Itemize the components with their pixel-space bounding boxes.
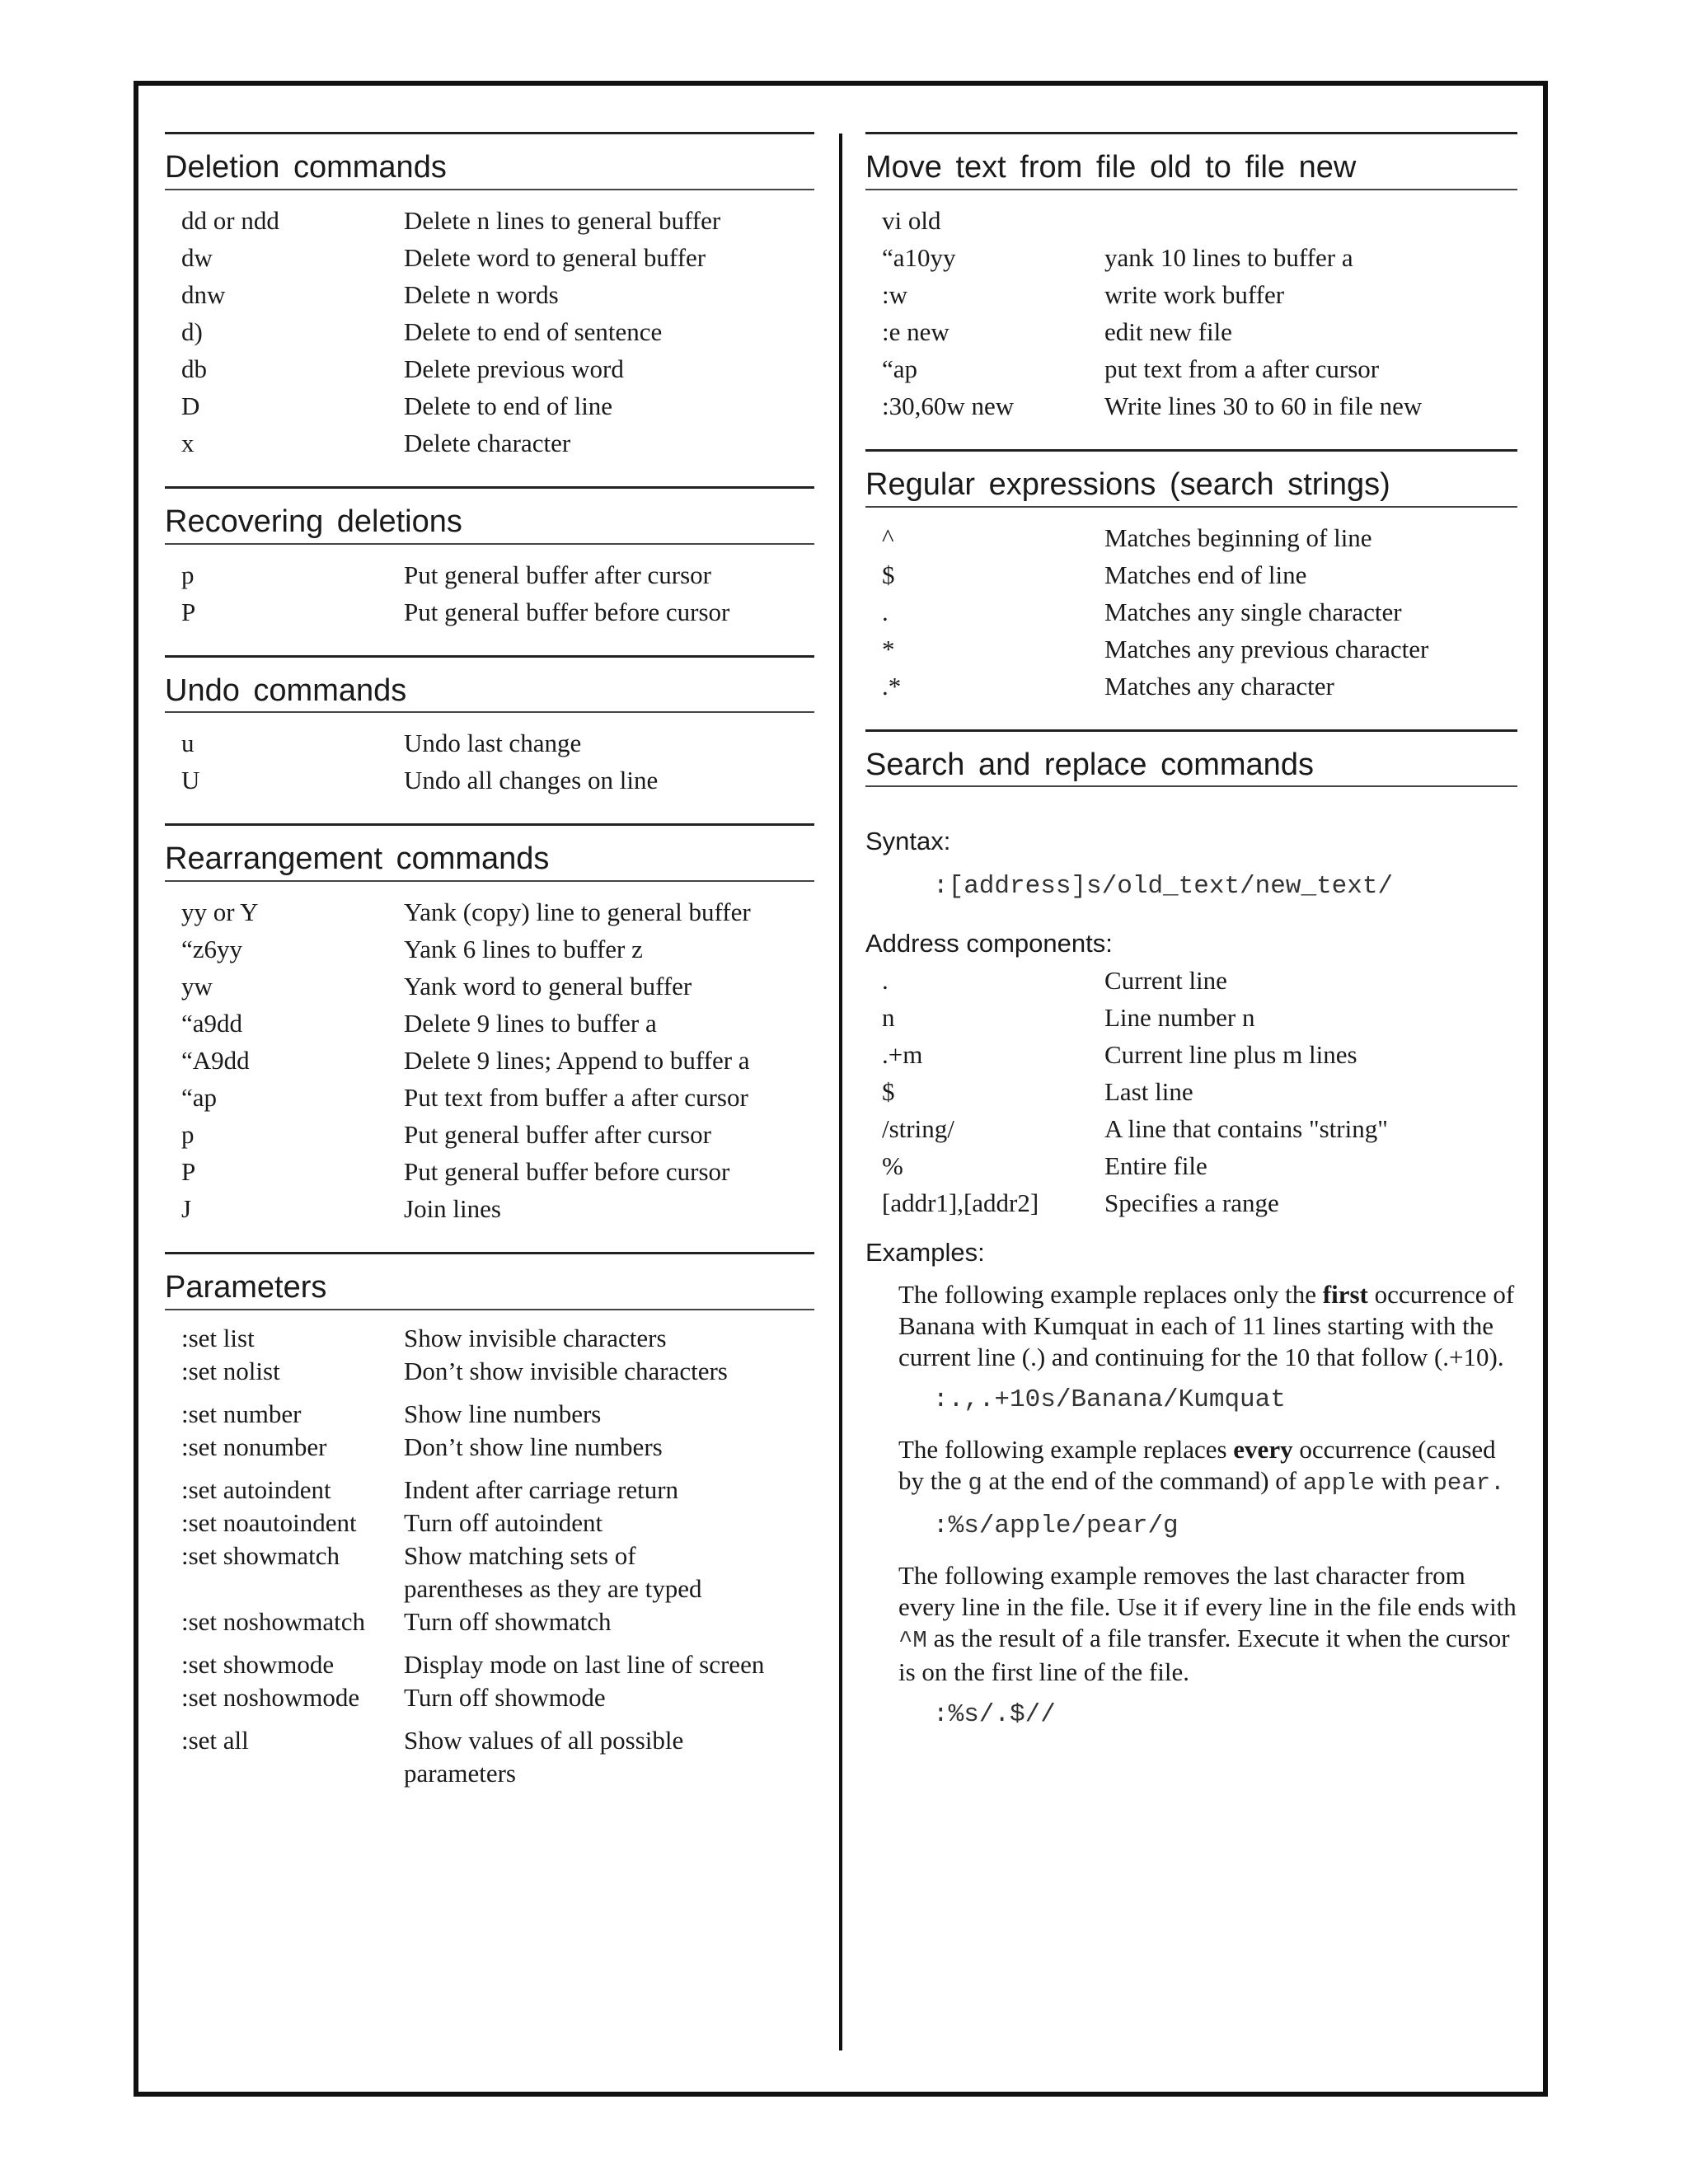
- table-row: [181, 1540, 814, 1572]
- command-key: %: [882, 1151, 903, 1181]
- text-run: at the end of the command) of: [982, 1466, 1303, 1496]
- command-description: edit new file: [1104, 316, 1232, 346]
- command-key: :w: [882, 279, 907, 309]
- command-key: vi old: [882, 205, 941, 235]
- command-description: write work buffer: [1104, 279, 1285, 309]
- command-description: Entire file: [1104, 1151, 1207, 1181]
- bold-word: first: [1322, 1280, 1368, 1310]
- table-row: [882, 202, 1517, 239]
- command-key: /string/: [882, 1114, 954, 1144]
- row-list: [165, 190, 814, 486]
- command-description: Current line: [1104, 966, 1227, 996]
- move-text-section: [865, 132, 1517, 449]
- row-list: [865, 508, 1517, 729]
- command-key: *: [882, 634, 895, 663]
- syntax-code: :[address]s/old_text/new_text/: [933, 872, 1394, 902]
- command-key: J: [181, 1194, 192, 1224]
- command-key: x: [181, 428, 195, 457]
- command-description: Don’t show invisible characters: [404, 1356, 728, 1385]
- command-key: :set all: [181, 1725, 249, 1755]
- mono-run: ^M: [898, 1627, 927, 1655]
- syntax-label: Syntax:: [865, 827, 951, 856]
- text-run: The following example replaces only the: [898, 1280, 1323, 1310]
- table-row: [882, 519, 1517, 556]
- table-row: [181, 893, 814, 930]
- command-description: Delete 9 lines; Append to buffer a: [404, 1046, 750, 1076]
- table-row: [882, 1073, 1517, 1110]
- table-row: [882, 1036, 1517, 1073]
- section-title: Recovering deletions: [165, 489, 814, 545]
- command-description: put text from a after cursor: [1104, 354, 1380, 383]
- command-key: :set list: [181, 1323, 255, 1352]
- command-key: [addr1],[addr2]: [882, 1188, 1039, 1218]
- row-list: [165, 545, 814, 655]
- table-row: [882, 313, 1517, 350]
- command-description: Matches any character: [1104, 671, 1334, 701]
- table-row: [181, 1757, 814, 1790]
- command-key: p: [181, 1120, 195, 1150]
- table-row: [882, 630, 1517, 668]
- text-run: The following example replaces: [898, 1435, 1234, 1465]
- search-replace-section: [865, 729, 1517, 1735]
- mono-run: g: [968, 1469, 982, 1497]
- table-row: [181, 387, 814, 424]
- command-key: ^: [882, 523, 894, 552]
- table-row: [181, 1079, 814, 1116]
- command-key: :set noshowmode: [181, 1682, 360, 1712]
- command-description: Delete previous word: [404, 354, 624, 383]
- command-key: [181, 1757, 404, 1790]
- command-description: Delete word to general buffer: [404, 242, 706, 272]
- command-description: Put general buffer after cursor: [404, 1120, 711, 1150]
- command-description: Put general buffer after cursor: [404, 560, 711, 589]
- command-description: Yank 6 lines to buffer z: [404, 935, 643, 964]
- text-run: with: [1374, 1466, 1433, 1496]
- table-row: [181, 1355, 814, 1388]
- command-key: .*: [882, 671, 902, 701]
- row-list: [865, 190, 1517, 449]
- command-description: Delete to end of line: [404, 391, 613, 420]
- command-key: U: [181, 766, 200, 795]
- command-description: Turn off showmode: [404, 1682, 606, 1712]
- table-row: [181, 1042, 814, 1079]
- command-key: d): [181, 316, 203, 346]
- command-key: u: [181, 729, 195, 758]
- command-key: $: [882, 1077, 895, 1107]
- table-row: [181, 556, 814, 593]
- command-key: :30,60w new: [882, 391, 1015, 420]
- command-key: “ap: [181, 1083, 218, 1113]
- command-description: Turn off autoindent: [404, 1507, 603, 1537]
- command-description: Line number n: [1104, 1003, 1255, 1033]
- command-key: :set nolist: [181, 1356, 280, 1385]
- command-description: [1104, 202, 1517, 239]
- command-description: Matches any previous character: [1104, 634, 1429, 663]
- column-divider: [839, 134, 842, 2050]
- text-run: as the result of a file transfer. Execute it when the cursor is on the first line of the file.: [898, 1624, 1510, 1687]
- table-row: [181, 593, 814, 630]
- command-description: A line that contains "string": [1104, 1114, 1388, 1144]
- table-row: [882, 593, 1517, 630]
- table-row: [181, 1605, 814, 1638]
- table-row: [181, 1724, 814, 1757]
- table-row: [181, 1431, 814, 1464]
- section-title: Regular expressions (search strings): [865, 452, 1517, 508]
- text-run: occurrence of Banana with Kumquat in each of 11 lines starting with the current line (.) and continuing for the 10 that follow (.+10).: [898, 1280, 1515, 1372]
- row-list: [165, 1310, 814, 1815]
- command-description: Put general buffer before cursor: [404, 597, 730, 626]
- command-description: parentheses as they are typed: [404, 1573, 702, 1603]
- command-description: Delete n lines to general buffer: [404, 205, 721, 235]
- section-title: Move text from file old to file new: [865, 134, 1517, 190]
- row-list: [165, 713, 814, 823]
- command-key: dw: [181, 242, 213, 272]
- table-row: [181, 1398, 814, 1431]
- command-description: yank 10 lines to buffer a: [1104, 242, 1353, 272]
- table-row: [882, 239, 1517, 276]
- table-row: [181, 1190, 814, 1227]
- command-key: dnw: [181, 279, 226, 309]
- left-column: [165, 132, 814, 1815]
- command-key: .+m: [882, 1040, 923, 1070]
- command-key: D: [181, 391, 200, 420]
- command-key: p: [181, 560, 195, 589]
- rearrangement-section: [165, 823, 814, 1252]
- table-row: [181, 424, 814, 462]
- command-key: “a9dd: [181, 1009, 243, 1038]
- table-row: [882, 962, 1517, 999]
- address-list: [865, 962, 1517, 1230]
- table-row: [181, 1648, 814, 1681]
- parameters-section: [165, 1252, 814, 1815]
- section-title: Deletion commands: [165, 134, 814, 190]
- command-key: dd or ndd: [181, 205, 279, 235]
- example-3-code: :%s/.$//: [933, 1700, 1056, 1730]
- table-row: [181, 762, 814, 799]
- command-key: :set number: [181, 1399, 302, 1428]
- command-description: Matches any single character: [1104, 597, 1402, 626]
- command-description: Matches beginning of line: [1104, 523, 1372, 552]
- command-key: “A9dd: [181, 1046, 250, 1076]
- table-row: [181, 1005, 814, 1042]
- example-2-text: [865, 1434, 1517, 1499]
- command-description: Write lines 30 to 60 in file new: [1104, 391, 1423, 420]
- command-key: :set showmatch: [181, 1540, 340, 1570]
- command-description: Yank (copy) line to general buffer: [404, 898, 751, 927]
- table-row: [181, 1153, 814, 1190]
- example-1-text: [865, 1279, 1517, 1373]
- command-key: “ap: [882, 354, 918, 383]
- command-description: Delete to end of sentence: [404, 316, 663, 346]
- command-description: Display mode on last line of screen: [404, 1649, 765, 1679]
- command-description: Undo last change: [404, 729, 582, 758]
- row-gap: [181, 1388, 814, 1398]
- command-description: Don’t show line numbers: [404, 1432, 663, 1461]
- command-description: Turn off showmatch: [404, 1606, 612, 1636]
- table-row: [181, 350, 814, 387]
- command-description: Undo all changes on line: [404, 766, 659, 795]
- example-2-code: :%s/apple/pear/g: [933, 1511, 1179, 1541]
- command-key: P: [181, 597, 196, 626]
- command-description: Specifies a range: [1104, 1188, 1279, 1218]
- table-row: [181, 1507, 814, 1540]
- command-description: Indent after carriage return: [404, 1474, 679, 1504]
- row-gap: [181, 1714, 814, 1724]
- table-row: [181, 313, 814, 350]
- command-key: P: [181, 1157, 196, 1187]
- command-description: Put general buffer before cursor: [404, 1157, 730, 1187]
- command-key: :set showmode: [181, 1649, 335, 1679]
- command-description: Show invisible characters: [404, 1323, 667, 1352]
- table-row: [181, 1681, 814, 1714]
- mono-run: pear.: [1432, 1469, 1505, 1497]
- table-row: [882, 387, 1517, 424]
- command-description: Show line numbers: [404, 1399, 602, 1428]
- example-3-text: [865, 1560, 1517, 1688]
- row-gap: [181, 1464, 814, 1474]
- command-key: yy or Y: [181, 898, 259, 927]
- table-row: [882, 668, 1517, 705]
- deletion-section: [165, 132, 814, 486]
- command-description: Join lines: [404, 1194, 501, 1224]
- table-row: [181, 1322, 814, 1355]
- section-title: Rearrangement commands: [165, 826, 814, 882]
- command-description: Show values of all possible: [404, 1725, 684, 1755]
- command-description: Put text from buffer a after cursor: [404, 1083, 748, 1113]
- command-description: Last line: [1104, 1077, 1193, 1107]
- section-title: Search and replace commands: [865, 732, 1517, 788]
- command-key: n: [882, 1003, 895, 1033]
- command-description: parameters: [404, 1758, 516, 1788]
- examples-label: Examples:: [865, 1238, 985, 1268]
- command-description: Current line plus m lines: [1104, 1040, 1357, 1070]
- command-key: :e new: [882, 316, 950, 346]
- command-key: “z6yy: [181, 935, 243, 964]
- row-gap: [181, 1638, 814, 1648]
- command-key: :set noautoindent: [181, 1507, 357, 1537]
- section-title: Parameters: [165, 1254, 814, 1310]
- command-key: .: [882, 966, 889, 996]
- table-row: [882, 1184, 1517, 1221]
- table-row: [181, 202, 814, 239]
- command-description: Matches end of line: [1104, 560, 1307, 589]
- example-1-code: :.,.+10s/Banana/Kumquat: [933, 1385, 1286, 1415]
- table-row: [882, 1110, 1517, 1147]
- table-row: [181, 930, 814, 968]
- table-row: [181, 1116, 814, 1153]
- command-description: Show matching sets of: [404, 1540, 636, 1570]
- table-row: [181, 276, 814, 313]
- table-row: [181, 724, 814, 762]
- command-key: .: [882, 597, 889, 626]
- table-row: [181, 1572, 814, 1605]
- command-description: Delete 9 lines to buffer a: [404, 1009, 657, 1038]
- table-row: [882, 276, 1517, 313]
- command-key: :set noshowmatch: [181, 1606, 365, 1636]
- command-description: Delete character: [404, 428, 571, 457]
- command-description: Yank word to general buffer: [404, 972, 692, 1001]
- bold-word: every: [1233, 1435, 1293, 1465]
- address-label: Address components:: [865, 929, 1113, 958]
- command-key: yw: [181, 972, 213, 1001]
- table-row: [882, 1147, 1517, 1184]
- table-row: [882, 350, 1517, 387]
- undo-section: [165, 655, 814, 824]
- mono-run: apple: [1302, 1469, 1375, 1497]
- row-list: [165, 882, 814, 1252]
- command-key: :set nonumber: [181, 1432, 327, 1461]
- command-key: db: [181, 354, 207, 383]
- command-key: “a10yy: [882, 242, 956, 272]
- right-column: [865, 132, 1517, 1749]
- table-row: [181, 968, 814, 1005]
- command-key: $: [882, 560, 895, 589]
- recovering-section: [165, 486, 814, 655]
- text-run: occurrence (caused by the: [898, 1435, 1496, 1496]
- command-key: [181, 1572, 404, 1605]
- command-key: :set autoindent: [181, 1474, 331, 1504]
- regex-section: [865, 449, 1517, 729]
- table-row: [882, 556, 1517, 593]
- command-description: Delete n words: [404, 279, 559, 309]
- table-row: [181, 1474, 814, 1507]
- table-row: [882, 999, 1517, 1036]
- table-row: [181, 239, 814, 276]
- text-run: The following example removes the last character from every line in the file. Use it if every line in the file ends with: [898, 1561, 1517, 1622]
- section-title: Undo commands: [165, 658, 814, 714]
